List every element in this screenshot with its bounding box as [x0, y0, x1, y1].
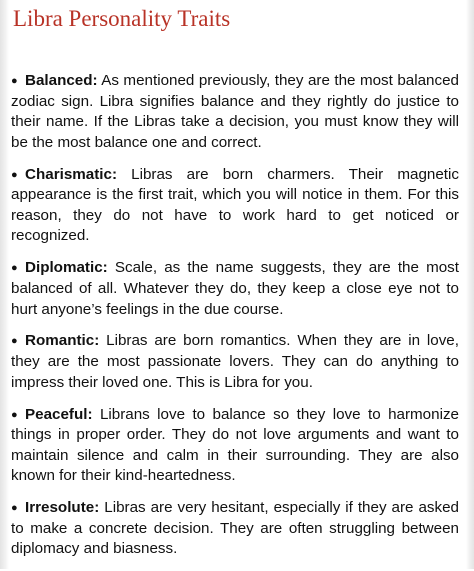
trait-list [11, 71, 459, 560]
trait-description: Libras are very hesitant, especially if they are asked to make a concrete decision. They are often struggling between diplomacy and biasness. [11, 499, 459, 558]
trait-name: Balanced: [25, 72, 98, 89]
trait-item-peaceful [11, 405, 459, 487]
trait-name: Charismatic: [25, 165, 118, 183]
bullet-icon: ● [11, 408, 18, 421]
bullet-icon: ● [11, 262, 18, 275]
right-page-edge [466, 0, 474, 569]
bullet-icon: ● [11, 502, 18, 515]
trait-name: Diplomatic: [25, 259, 108, 277]
left-page-edge [0, 0, 9, 569]
trait-name: Peaceful: [25, 405, 93, 423]
trait-description: Scale, as the name suggests, they are the most balanced of all. Whatever they do, they keep a close eye not to hurt anyone’s feelings in the due course. [11, 259, 459, 318]
trait-name: Romantic: [25, 332, 100, 350]
trait-name: Irresolute: [25, 499, 100, 517]
bullet-icon: ● [11, 168, 18, 181]
trait-item-romantic [11, 331, 459, 393]
bullet-icon: ● [11, 75, 18, 87]
article-content [11, 0, 459, 571]
trait-item-charismatic [11, 165, 459, 247]
page-title: Libra Personality Traits [13, 6, 231, 31]
trait-description: Librans love to balance so they love to harmonize things in proper order. They do not love arguments and want to maintain silence and calm in their surrounding. They are also known for their kind-heartedness. [11, 405, 459, 485]
trait-description: Libras are born charmers. Their magnetic appearance is the first trait, which you will notice in them. For this reason, they do not have to work hard to get noticed or recognized. [11, 165, 459, 245]
trait-description: As mentioned previously, they are the most balanced zodiac sign. Libra signifies balance and they rightly do justice to their name. If the Libras take a decision, you must know they will be the most balance one and correct. [11, 72, 459, 151]
trait-item-diplomatic [11, 258, 459, 320]
trait-item-balanced [11, 71, 459, 153]
bullet-icon: ● [11, 335, 18, 348]
trait-description: Libras are born romantics. When they are in love, they are the most passionate lovers. They can do anything to impress their loved one. This is Libra for you. [11, 332, 459, 391]
trait-item-irresolute [11, 498, 459, 560]
